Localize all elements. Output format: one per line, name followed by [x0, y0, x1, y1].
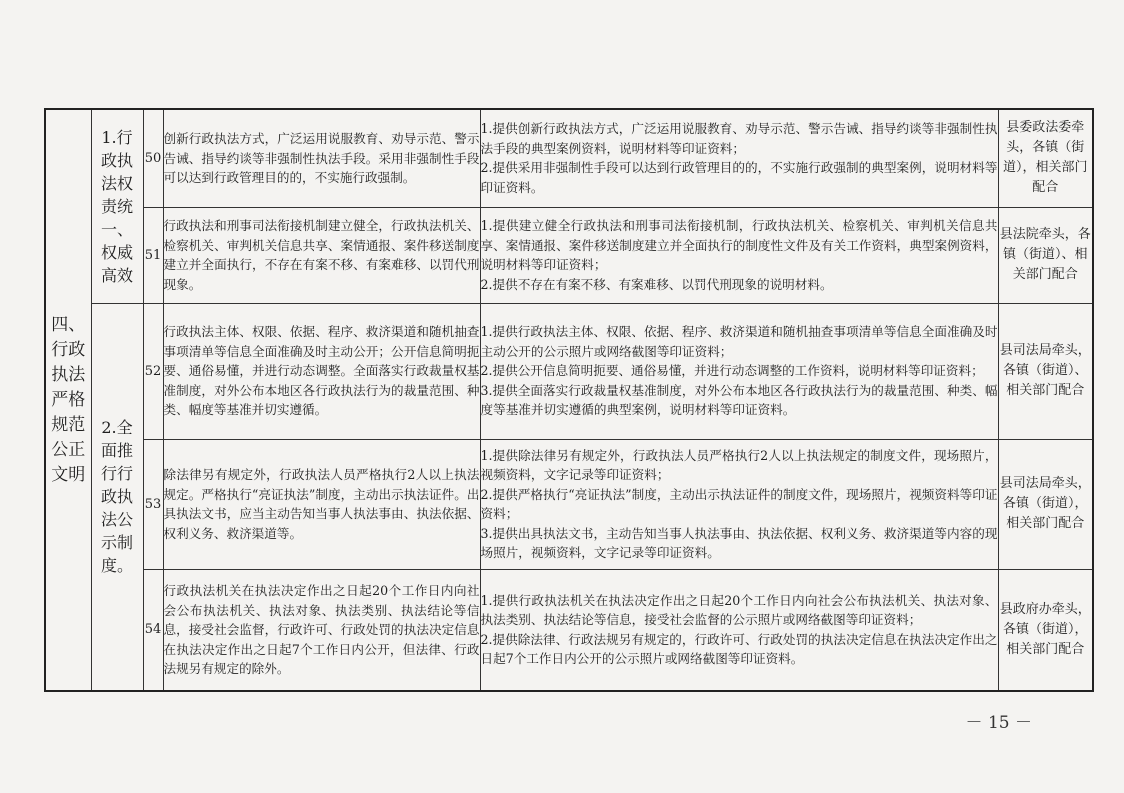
material-item: 3.提供出具执法文书，主动告知当事人执法事由、执法依据、权利义务、救济渠道等内容的现场照片，视频资料，文字记录等印证资料。 — [480, 525, 998, 560]
responsible-dept: 县司法局牵头，各镇（街道），相关部门配合 — [998, 439, 1093, 569]
materials-cell — [480, 439, 998, 569]
material-item: 1.提供建立健全行政执法和刑事司法衔接机制，行政执法机关、检察机关、审判机关信息共享、案情通报、案件移送制度建立并全面执行的制度性文件及有关工作资料，典型案例资料，说明材料等印证资料； — [480, 218, 998, 272]
material-item: 2.提供不存在有案不移、有案难移、以罚代刑现象的说明材料。 — [480, 276, 833, 292]
material-item: 2.提供除法律、行政法规另有规定的，行政许可、行政处罚的执法决定信息在执法决定作出之日起7个工作日内公开的公示照片或网络截图等印证资料。 — [480, 631, 998, 667]
responsible-dept: 县政府办牵头，各镇（街道），相关部门配合 — [998, 569, 1093, 691]
table-row — [45, 303, 1093, 439]
row-number: 53 — [143, 439, 163, 569]
standard-cell: 创新行政执法方式，广泛运用说服教育、劝导示范、警示告诫、指导约谈等非强制性执法手段。采用非强制性手段可以达到行政管理目的的，不实施行政强制。 — [163, 109, 480, 207]
subcategory-cell — [91, 303, 143, 691]
material-item: 1.提供创新行政执法方式，广泛运用说服教育、劝导示范、警示告诫、指导约谈等非强制性执法手段的典型案例资料，说明材料等印证资料； — [480, 121, 998, 156]
materials-cell — [480, 303, 998, 439]
category-cell: 四、行政执法严格规范公正文明 — [45, 109, 91, 691]
material-item: 2.提供采用非强制性手段可以达到行政管理目的的，不实施行政强制的典型案例，说明材料等印证资料。 — [480, 160, 998, 195]
material-item: 1.提供行政执法主体、权限、依据、程序、救济渠道和随机抽查事项清单等信息全面准确及时主动公开的公示照片或网络截图等印证资料； — [480, 324, 998, 359]
subcategory-label: 1.行政执法权责统一、权威高效 — [100, 127, 133, 285]
material-item: 2.提供严格执行“亮证执法”制度，主动出示执法证件的制度文件，现场照片，视频资料等印证资料； — [480, 486, 998, 521]
row-number: 54 — [143, 569, 163, 691]
page-number: － 15 － — [965, 713, 1032, 733]
row-number: 51 — [143, 207, 163, 303]
material-item: 2.提供公开信息简明扼要、通俗易懂，并进行动态调整的工作资料，说明材料等印证资料； — [480, 363, 984, 379]
row-number: 52 — [143, 303, 163, 439]
table-row — [45, 109, 1093, 207]
materials-cell — [480, 207, 998, 303]
material-item: 3.提供全面落实行政裁量权基准制度，对外公布本地区各行政执法行为的裁量范围、种类、幅度等基准并切实遵循的典型案例，说明材料等印证资料。 — [480, 382, 998, 418]
row-number: 50 — [143, 109, 163, 207]
assessment-table — [44, 108, 1094, 692]
standard-cell: 除法律另有规定外，行政执法人员严格执行2人以上执法规定。严格执行“亮证执法”制度，主动出示执法证件。出具执法文书，应当主动告知当事人执法事由、执法依据、权利义务、救济渠道等。 — [163, 439, 480, 569]
table-row — [45, 569, 1093, 691]
material-item: 1.提供行政执法机关在执法决定作出之日起20个工作日内向社会公布执法机关、执法对象、执法类别、执法结论等信息，接受社会监督的公示照片或网络截图等印证资料； — [480, 592, 998, 628]
responsible-dept: 县委政法委牵头，各镇（街道），相关部门配合 — [998, 109, 1093, 207]
responsible-dept: 县法院牵头，各镇（街道）、相关部门配合 — [998, 207, 1093, 303]
subcategory-label: 2.全面推行行政执法公示制度。 — [100, 418, 133, 576]
materials-cell — [480, 109, 998, 207]
materials-cell — [480, 569, 998, 691]
standard-cell: 行政执法机关在执法决定作出之日起20个工作日内向社会公布执法机关、执法对象、执法类别、执法结论等信息，接受社会监督，行政许可、行政处罚的执法决定信息在执法决定作出之日起7个工作日内公开，但法律、行政法规另有规定的除外。 — [163, 569, 480, 691]
subcategory-cell — [91, 109, 143, 303]
standard-cell: 行政执法主体、权限、依据、程序、救济渠道和随机抽查事项清单等信息全面准确及时主动公开；公开信息简明扼要、通俗易懂，并进行动态调整。全面落实行政裁量权基准制度，对外公布本地区各行政执法行为的裁量范围、种类、幅度等基准并切实遵循。 — [163, 303, 480, 439]
table-row — [45, 207, 1093, 303]
material-item: 1.提供除法律另有规定外，行政执法人员严格执行2人以上执法规定的制度文件，现场照片，视频资料，文字记录等印证资料； — [480, 447, 998, 482]
responsible-dept: 县司法局牵头，各镇（街道）、相关部门配合 — [998, 303, 1093, 439]
standard-cell: 行政执法和刑事司法衔接机制建立健全，行政执法机关、检察机关、审判机关信息共享、案情通报、案件移送制度建立并全面执行，不存在有案不移、有案难移、以罚代刑现象。 — [163, 207, 480, 303]
table-row — [45, 439, 1093, 569]
